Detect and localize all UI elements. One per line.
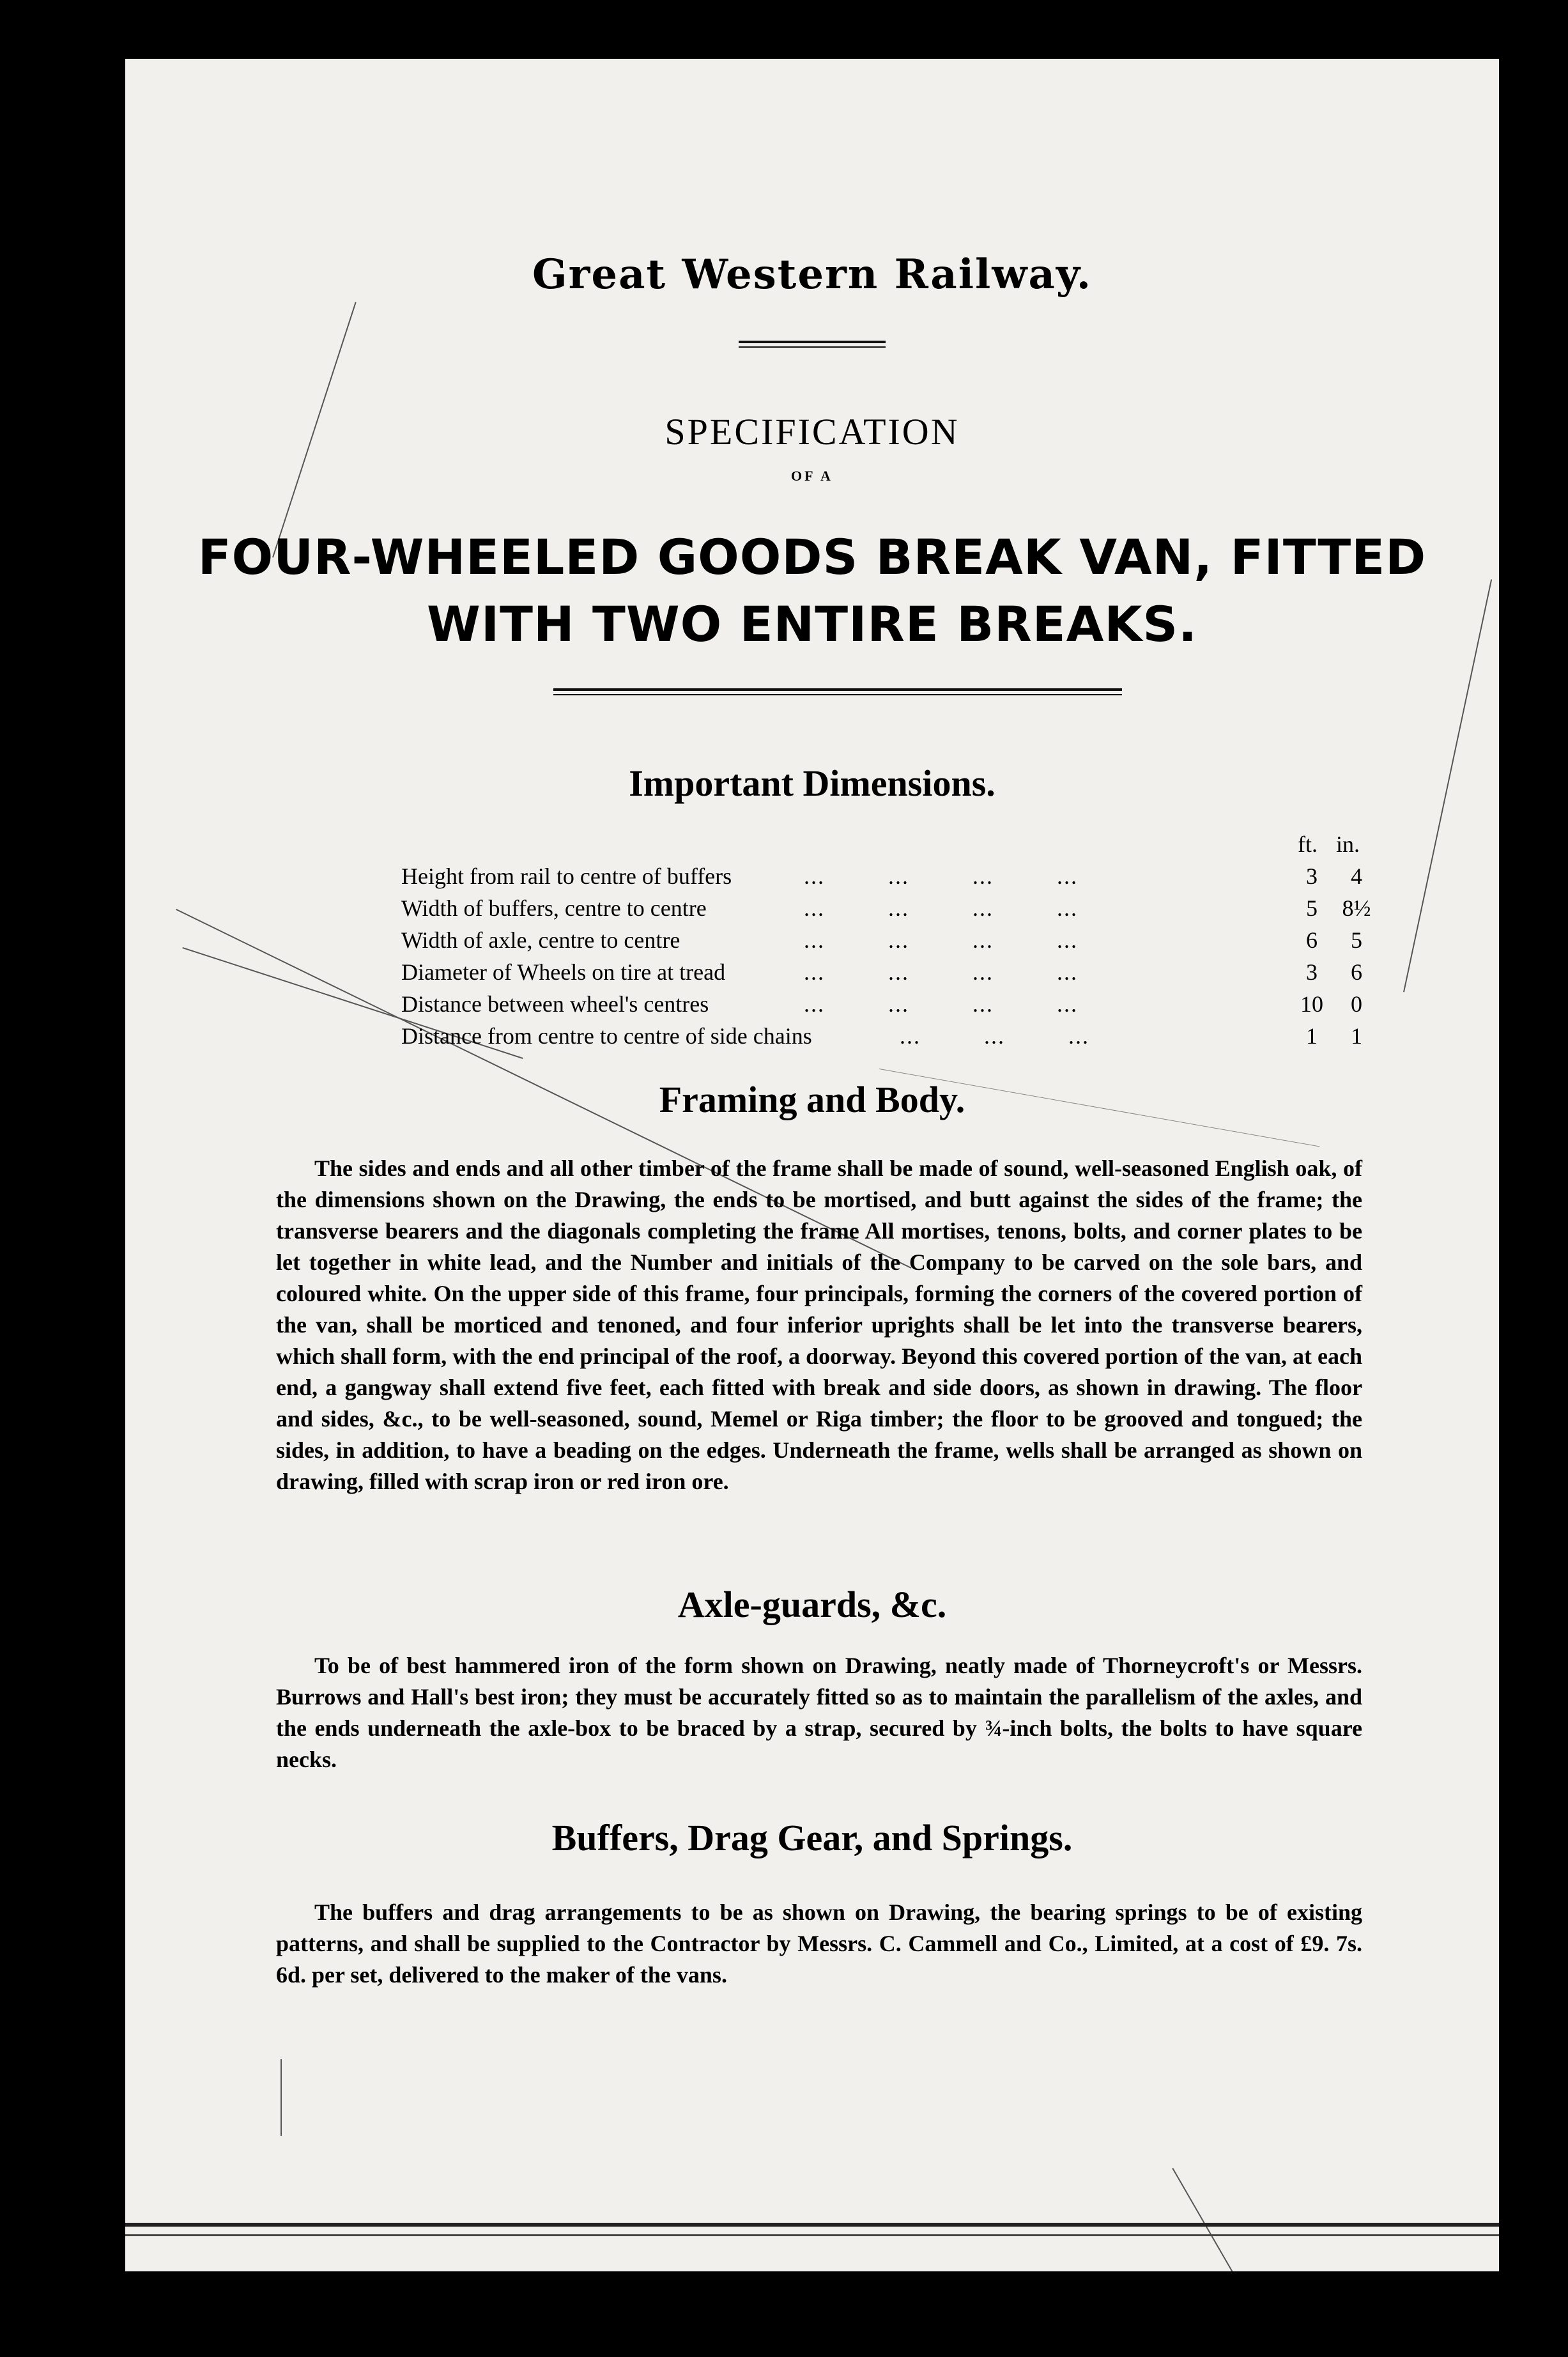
dimension-label: Width of buffers, centre to centre	[401, 895, 707, 921]
page-bottom-edge	[125, 2234, 1499, 2236]
railway-title: Great Western Railway.	[532, 251, 1093, 298]
dimension-in: 1	[1351, 1023, 1362, 1049]
van-title-line-2: WITH TWO ENTIRE BREAKS.	[427, 596, 1197, 653]
van-title-line-1: FOUR-WHEELED GOODS BREAK VAN, FITTED	[197, 529, 1427, 585]
dimension-label: Width of axle, centre to centre	[401, 927, 680, 953]
dimension-row	[401, 959, 1398, 991]
dimension-row	[401, 927, 1398, 959]
unit-in-header: in.	[1336, 831, 1360, 857]
leader-dots: ... ... ... ...	[804, 959, 1078, 985]
dimensions-heading: Important Dimensions.	[629, 762, 995, 804]
document-page	[125, 59, 1499, 2271]
axle-guards-text: To be of best hammered iron of the form shown on Drawing, neatly made of Thorneycroft's or Messrs. Burrows and Hall's best iron; they must be accurately fitted so as to maintain the parallelism of the axles, and the ends underneath the axle-box to be braced by a strap, secured by ¾-inch bolts, the bolts to have square necks.	[276, 1653, 1362, 1772]
leader-dots: ... ... ...	[900, 1023, 1089, 1049]
dimension-row	[401, 991, 1398, 1023]
dimension-ft: 6	[1306, 927, 1318, 953]
section-rule	[553, 688, 1122, 691]
scan-scratch	[1172, 2168, 1263, 2271]
dimension-ft: 10	[1300, 991, 1323, 1017]
dimension-in: 8½	[1342, 895, 1371, 921]
framing-text: The sides and ends and all other timber of the frame shall be made of sound, well-seasoned English oak, of the dimensions shown on the Drawing, the ends to be mortised, and butt against the sides of the frame; the transverse bearers and the diagonals completing the frame All mortises, tenons, bolts, and corner plates to be let together in white lead, and the Number and initials of the Company to be carved on the sole bars, and coloured white. On the upper side of this frame, four principals, forming the corners of the covered portion of the van, shall be morticed and tenoned, and four inferior uprights shall be let into the transverse bearers, which shall form, with the end principal of the roof, a doorway. Beyond this covered portion of the van, at each end, a gangway shall extend five feet, each fitted with break and side doors, as shown in drawing. The floor and sides, &c., to be well-seasoned, sound, Memel or Riga timber; the floor to be grooved and tongued; the sides, in addition, to have a beading on the edges. Underneath the frame, wells shall be arranged as shown on drawing, filled with scrap iron or red iron ore.	[276, 1155, 1362, 1494]
leader-dots: ... ... ... ...	[804, 927, 1078, 953]
dimension-row	[401, 895, 1398, 927]
dimension-label: Distance between wheel's centres	[401, 991, 709, 1017]
buffers-paragraph	[276, 1897, 1362, 1991]
dimension-ft: 5	[1306, 895, 1318, 921]
specification-title: SPECIFICATION	[665, 411, 960, 452]
dimension-ft: 3	[1306, 959, 1318, 985]
dimension-label: Distance from centre to centre of side chains	[401, 1023, 812, 1049]
dimension-in: 6	[1351, 959, 1362, 985]
leader-dots: ... ... ... ...	[804, 991, 1078, 1017]
framing-heading: Framing and Body.	[659, 1079, 965, 1120]
unit-ft-header: ft.	[1298, 831, 1318, 857]
dimension-in: 5	[1351, 927, 1362, 953]
axle-guards-paragraph	[276, 1650, 1362, 1775]
dimension-label: Height from rail to centre of buffers	[401, 863, 732, 889]
framing-paragraph	[276, 1153, 1362, 1497]
dimension-ft: 1	[1306, 1023, 1318, 1049]
title-rule	[739, 341, 886, 343]
dimension-label: Diameter of Wheels on tire at tread	[401, 959, 726, 985]
page-bottom-edge	[125, 2223, 1499, 2227]
section-rule	[553, 694, 1122, 695]
buffers-heading: Buffers, Drag Gear, and Springs.	[551, 1817, 1073, 1859]
dimension-in: 4	[1351, 863, 1362, 889]
dimension-ft: 3	[1306, 863, 1318, 889]
buffers-text: The buffers and drag arrangements to be as shown on Drawing, the bearing springs to be of existing patterns, and shall be supplied to the Contractor by Messrs. C. Cammell and Co., Limited, at a cost of £9. 7s. 6d. per set, delivered to the maker of the vans.	[276, 1899, 1362, 1988]
scan-scratch	[281, 2059, 282, 2136]
dimension-in: 0	[1351, 991, 1362, 1017]
leader-dots: ... ... ... ...	[804, 863, 1078, 889]
dimension-row	[401, 863, 1398, 895]
title-rule	[739, 346, 886, 348]
axle-guards-heading: Axle-guards, &c.	[677, 1584, 947, 1625]
leader-dots: ... ... ... ...	[804, 895, 1078, 921]
of-a-label: OF A	[791, 468, 833, 484]
dimension-row	[401, 1023, 1398, 1055]
